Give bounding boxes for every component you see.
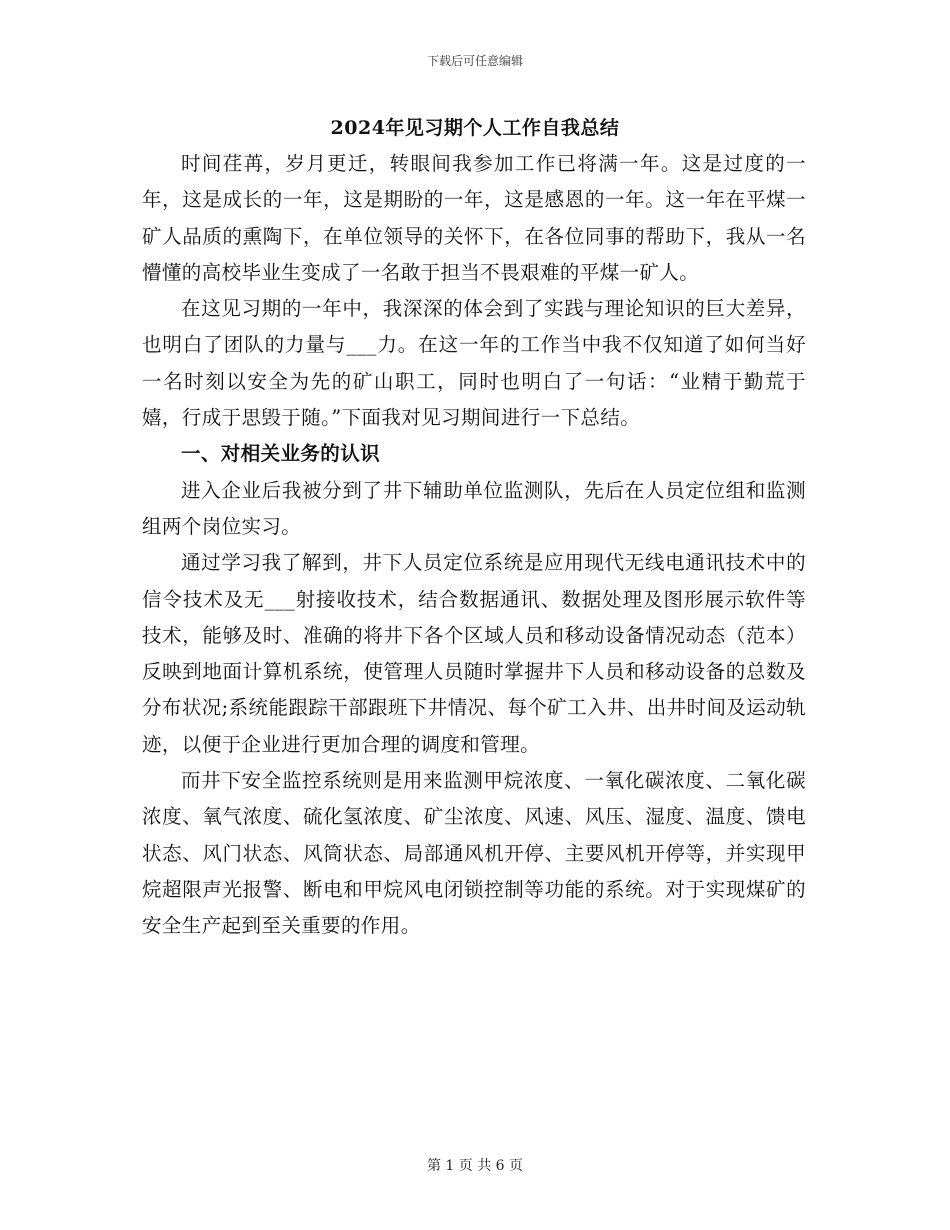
page-header-note: 下载后可任意编辑 [426, 54, 523, 68]
paragraph-experience: 在这见习期的一年中，我深深的体会到了实践与理论知识的巨大差异，也明白了团队的力量与___力。在这一年的工作当中我不仅知道了如何当好一名时刻以安全为先的矿山职工，同时也明白了一句话：“业精于勤荒于嬉，行成于思毁于随。”下面我对见习期间进行一下总结。 [142, 297, 806, 430]
paragraph-assignment: 进入企业后我被分到了井下辅助单位监测队，先后在人员定位组和监测组两个岗位实习。 [142, 478, 806, 538]
paragraph-intro: 时间荏苒，岁月更迁，转眼间我参加工作已将满一年。这是过度的一年，这是成长的一年，这是期盼的一年，这是感恩的一年。这一年在平煤一矿人品质的熏陶下，在单位领导的关怀下，在各位同事的帮助下，我从一名懵懂的高校毕业生变成了一名敢于担当不畏艰难的平煤一矿人。 [142, 152, 806, 284]
paragraph-positioning-system: 通过学习我了解到，井下人员定位系统是应用现代无线电通讯技术中的信令技术及无___射接收技术，结合数据通讯、数据处理及图形展示软件等技术，能够及时、准确的将井下各个区域人员和移动设备情况动态（范本）反映到地面计算机系统，使管理人员随时掌握井下人员和移动设备的总数及分布状况;系统能跟踪干部跟班下井情况、每个矿工入井、出井时间及运动轨迹，以便于企业进行更加合理的调度和管理。 [142, 551, 806, 756]
paragraph-monitoring-system: 而井下安全监控系统则是用来监测甲烷浓度、一氧化碳浓度、二氧化碳浓度、氧气浓度、硫化氢浓度、矿尘浓度、风速、风压、湿度、温度、馈电状态、风门状态、风筒状态、局部通风机开停、主要风机开停等，并实现甲烷超限声光报警、断电和甲烷风电闭锁控制等功能的系统。对于实现煤矿的安全生产起到至关重要的作用。 [142, 769, 806, 938]
section-heading: 一、对相关业务的认识 [181, 442, 381, 466]
document-body [142, 146, 806, 945]
document-title: 2024年见习期个人工作自我总结 [330, 117, 620, 139]
page-number: 第 1 页 共 6 页 [426, 1158, 524, 1174]
